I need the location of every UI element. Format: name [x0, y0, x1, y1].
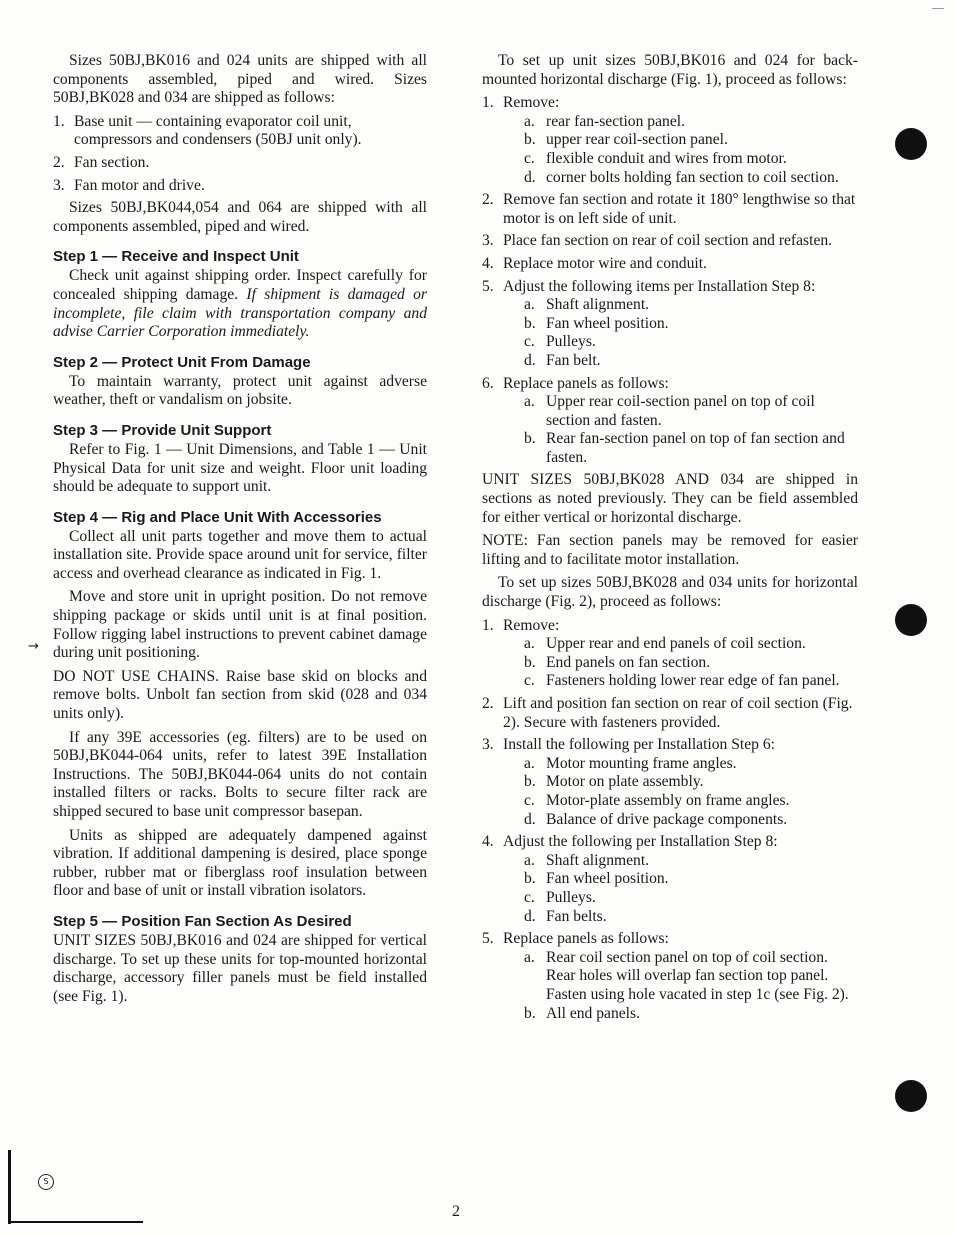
list-item — [53, 154, 427, 173]
sub-item-letter: b. — [524, 870, 536, 888]
list-item-number: 4. — [482, 254, 494, 272]
sub-item-letter: c. — [524, 888, 535, 906]
sub-list-item — [524, 908, 858, 927]
list-item — [482, 736, 858, 829]
sub-item-text: Upper rear coil-section panel on top of coil section and fasten. — [546, 393, 815, 429]
step5-heading: Step 5 — Position Fan Section As Desired — [53, 912, 352, 930]
sub-list-item — [524, 352, 858, 371]
sub-list-item — [524, 131, 858, 150]
sub-list — [503, 949, 858, 1023]
sub-item-text: Fan wheel position. — [546, 314, 669, 332]
sub-item-letter: a. — [524, 754, 535, 772]
intro-paragraph: Sizes 50BJ,BK016 and 024 units are shipped with all components assembled, piped and wired. Sizes 50BJ,BK028 and 034 are shipped as follows: — [53, 52, 427, 107]
sub-list-item — [524, 1005, 858, 1024]
list-item-text: Replace panels as follows: — [503, 374, 669, 392]
sub-item-text: Shaft alignment. — [546, 296, 650, 314]
page-number: 2 — [452, 1203, 460, 1220]
sub-item-letter: c. — [524, 333, 535, 351]
sub-list-item — [524, 792, 858, 811]
copyright-icon: S — [38, 1174, 54, 1190]
list-item-text: Remove: — [503, 94, 560, 112]
list-item-text: Fan motor and drive. — [74, 176, 205, 194]
list-item — [482, 255, 858, 274]
sub-item-letter: d. — [524, 351, 536, 369]
sub-list-item — [524, 852, 858, 871]
sub-item-letter: b. — [524, 314, 536, 332]
sub-list-item — [524, 811, 858, 830]
step4-p2: Move and store unit in upright position. Do not remove shipping package or skids until unit is at final position. Follow rigging label instructions to prevent cabinet damage during unit positioning. — [53, 588, 427, 662]
sub-list-item — [524, 755, 858, 774]
sub-item-text: Pulleys. — [546, 333, 596, 351]
procedure-list-2 — [482, 617, 858, 1023]
sub-list-item — [524, 169, 858, 188]
list-item — [482, 930, 858, 1023]
right-intro: To set up unit sizes 50BJ,BK016 and 024 for back-mounted horizontal discharge (Fig. 1), proceed as follows: — [482, 52, 858, 88]
step5-body: UNIT SIZES 50BJ,BK016 and 024 are shipped for vertical discharge. To set up these units for top-mounted horizontal discharge, accessory filler panels must be field installed (see Fig. 1). — [53, 931, 427, 1005]
sub-item-text: Rear fan-section panel on top of fan section and fasten. — [546, 430, 845, 466]
sub-item-text: Fasteners holding lower rear edge of fan panel. — [546, 672, 840, 690]
sub-list-item — [524, 889, 858, 908]
list-item-number: 1. — [53, 112, 65, 130]
sub-item-letter: d. — [524, 810, 536, 828]
sub-item-text: Balance of drive package components. — [546, 810, 788, 828]
list-item-text: Place fan section on rear of coil section and refasten. — [503, 232, 833, 250]
step2-heading: Step 2 — Protect Unit From Damage — [53, 353, 311, 371]
sub-list-item — [524, 333, 858, 352]
list-item-text: Adjust the following items per Installation Step 8: — [503, 277, 816, 295]
list-item-number: 3. — [53, 176, 65, 194]
sub-list — [503, 393, 858, 467]
list-item-text: Install the following per Installation Step 6: — [503, 736, 775, 754]
step1-body: Check unit against shipping order. Inspect carefully for concealed shipping damage. If shipment is damaged or incomplete, file claim with transportation company and advise Carrier Corporation immediately. — [53, 267, 427, 341]
sub-list — [503, 755, 858, 829]
list-item-text: Adjust the following per Installation Step 8: — [503, 833, 778, 851]
sub-item-text: Upper rear and end panels of coil section. — [546, 635, 806, 653]
sub-list — [503, 296, 858, 370]
list-item-text: Lift and position fan section on rear of coil section (Fig. 2). Secure with fasteners provided. — [503, 695, 853, 731]
sub-list — [503, 635, 858, 691]
sub-item-text: Fan wheel position. — [546, 870, 669, 888]
step3-body: Refer to Fig. 1 — Unit Dimensions, and Table 1 — Unit Physical Data for unit size and weight. Floor unit loading should be adequate to support unit. — [53, 440, 427, 496]
step4-p1: Collect all unit parts together and move them to actual installation site. Provide space around unit for service, filter access and overhead clearance as indicated in Fig. 1. — [53, 527, 427, 582]
sub-item-letter: a. — [524, 393, 535, 411]
step4-p4: If any 39E accessories (eg. filters) are to be used on 50BJ,BK044-064 units, refer to latest 39E Installation Instructions. The 50BJ,BK044-064 units do not contain installed filters or racks. Bolts to secure filter rack are shipped secured to base unit compressor basepan. — [53, 728, 427, 820]
sub-item-text: Fan belt. — [546, 351, 601, 369]
binder-hole-icon — [895, 1080, 927, 1112]
list-item-text: Remove fan section and rotate it 180° lengthwise so that motor is on left side of unit. — [503, 191, 856, 227]
scan-mark-top — [932, 8, 944, 9]
sub-list-item — [524, 296, 858, 315]
intro-list — [53, 113, 427, 195]
corner-mark — [8, 1221, 143, 1223]
sub-item-text: Pulleys. — [546, 888, 596, 906]
list-item — [53, 177, 427, 196]
list-item — [482, 232, 858, 251]
sub-item-text: Motor-plate assembly on frame angles. — [546, 791, 790, 809]
list-item — [482, 695, 858, 732]
list-item-number: 2. — [53, 153, 65, 171]
step4-p3: DO NOT USE CHAINS. Raise base skid on blocks and remove bolts. Unbolt fan section from skid (028 and 034 units only). — [53, 667, 427, 723]
list-item-number: 3. — [482, 736, 494, 754]
right-intro-2: To set up sizes 50BJ,BK028 and 034 units for horizontal discharge (Fig. 2), proceed as follows: — [482, 574, 858, 611]
sub-item-text: corner bolts holding fan section to coil section. — [546, 168, 839, 186]
sub-item-text: Motor on plate assembly. — [546, 773, 704, 791]
right-column — [482, 52, 858, 1027]
sub-list-item — [524, 635, 858, 654]
sub-item-text: rear fan-section panel. — [546, 112, 685, 130]
sub-list-item — [524, 315, 858, 334]
step3-heading: Step 3 — Provide Unit Support — [53, 421, 272, 439]
sub-item-text: Shaft alignment. — [546, 851, 650, 869]
sub-list-item — [524, 654, 858, 673]
list-item — [482, 833, 858, 926]
left-column — [53, 52, 427, 1011]
sub-list-item — [524, 430, 858, 467]
list-item — [482, 94, 858, 187]
sub-item-text: All end panels. — [546, 1004, 640, 1022]
step2-body: To maintain warranty, protect unit against adverse weather, theft or vandalism on jobsite. — [53, 372, 427, 409]
list-item-text: Remove: — [503, 616, 560, 634]
sub-item-letter: b. — [524, 1004, 536, 1022]
sub-item-letter: a. — [524, 948, 535, 966]
binder-hole-icon — [895, 128, 927, 160]
sub-item-text: End panels on fan section. — [546, 653, 711, 671]
list-item — [482, 375, 858, 468]
sub-list-item — [524, 949, 858, 1005]
procedure-list-1 — [482, 94, 858, 467]
sub-item-letter: a. — [524, 635, 535, 653]
sub-item-text: flexible conduit and wires from motor. — [546, 149, 787, 167]
sub-item-letter: a. — [524, 112, 535, 130]
sub-item-letter: b. — [524, 773, 536, 791]
sub-item-letter: d. — [524, 907, 536, 925]
sub-list — [503, 113, 858, 187]
unit-sizes-paragraph: UNIT SIZES 50BJ,BK028 AND 034 are shipped in sections as noted previously. They can be field assembled for either vertical or horizontal discharge. — [482, 471, 858, 526]
note-paragraph: NOTE: Fan section panels may be removed for easier lifting and to facilitate motor installation. — [482, 532, 858, 568]
list-item — [53, 113, 427, 150]
list-item-text: Replace motor wire and conduit. — [503, 254, 707, 272]
list-item-number: 5. — [482, 277, 494, 295]
sub-item-letter: b. — [524, 131, 536, 149]
step1-italic: If shipment is damaged or incomplete, file claim with transportation company and advise Carrier Corporation immediately. — [53, 285, 427, 341]
list-item — [482, 617, 858, 691]
corner-mark — [8, 1150, 11, 1224]
step4-heading: Step 4 — Rig and Place Unit With Accessories — [53, 508, 382, 526]
list-item-number: 2. — [482, 695, 494, 712]
sub-list-item — [524, 393, 858, 430]
list-item — [482, 191, 858, 228]
list-item — [482, 278, 858, 371]
step4-p5: Units as shipped are adequately dampened against vibration. If additional dampening is desired, place sponge rubber, rubber mat or fiberglass roof insulation between floor and base of unit or install vibration isolators. — [53, 826, 427, 900]
list-item-number: 3. — [482, 232, 494, 250]
list-item-number: 2. — [482, 191, 494, 209]
list-item-text: Replace panels as follows: — [503, 930, 669, 948]
sub-item-letter: c. — [524, 672, 535, 690]
intro-paragraph-2: Sizes 50BJ,BK044,054 and 064 are shipped with all components assembled, piped and wired. — [53, 199, 427, 235]
sub-list-item — [524, 672, 858, 691]
sub-item-letter: a. — [524, 851, 535, 869]
list-item-text: Fan section. — [74, 153, 150, 171]
sub-item-letter: c. — [524, 791, 535, 809]
sub-list-item — [524, 113, 858, 132]
sub-list-item — [524, 773, 858, 792]
sub-item-letter: d. — [524, 168, 536, 186]
sub-item-text: Rear coil section panel on top of coil section. Rear holes will overlap fan section top panel. Fasten using hole vacated in step 1c (see Fig. 2). — [546, 948, 849, 1003]
list-item-number: 1. — [482, 94, 494, 112]
list-item-text: Base unit — containing evaporator coil unit, compressors and condensers (50BJ unit only). — [74, 112, 362, 149]
list-item-number: 6. — [482, 374, 494, 392]
sub-list-item — [524, 150, 858, 169]
step1-heading: Step 1 — Receive and Inspect Unit — [53, 248, 299, 266]
list-item-number: 4. — [482, 833, 494, 851]
sub-item-letter: a. — [524, 296, 535, 314]
sub-item-letter: c. — [524, 149, 535, 167]
margin-arrow-icon: → — [28, 639, 39, 654]
binder-hole-icon — [895, 604, 927, 636]
sub-list — [503, 852, 858, 926]
sub-item-letter: b. — [524, 430, 536, 448]
sub-item-text: upper rear coil-section panel. — [546, 131, 728, 149]
sub-item-text: Motor mounting frame angles. — [546, 754, 737, 772]
sub-item-text: Fan belts. — [546, 907, 607, 925]
list-item-number: 5. — [482, 930, 494, 948]
sub-list-item — [524, 870, 858, 889]
sub-item-letter: b. — [524, 653, 536, 671]
list-item-number: 1. — [482, 616, 494, 634]
